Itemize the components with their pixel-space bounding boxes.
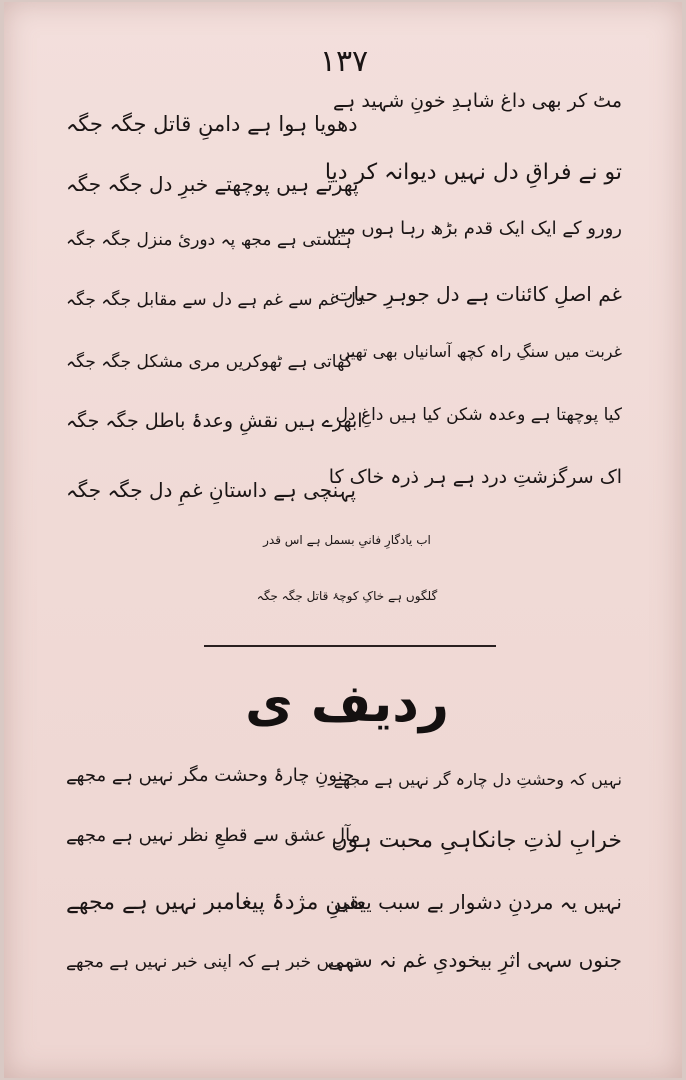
verse2-right-3: نہیں یہ مردنِ دشوار بے سبب یعنی [333, 890, 622, 914]
verse-right-6: کیا پوچھتا ہے وعدہ شکن کیا ہیں داغِ دل [335, 405, 622, 425]
verse2-left-1: جنونِ چارۂ وحشت مگر نہیں ہے مجھے [66, 765, 355, 786]
verse2-left-3: یقینِ مژدۂ پیغامبر نہیں ہے مجھے [66, 890, 367, 915]
verse-left-6: ابھرے ہیں نقشِ وعدۂ باطل جگہ جگہ [66, 410, 363, 432]
verse2-right-2: خرابِ لذتِ جانکاہیِ محبت ہوں [331, 828, 622, 853]
section-divider [204, 645, 496, 647]
verse-right-5: غربت میں سنگِ راہ کچھ آسانیاں بھی تھیں [338, 342, 622, 361]
verse-left-2: پھرتے ہیں پوچھتے خبرِ دل جگہ جگہ [66, 172, 359, 196]
page-number: ۱۳۷ [319, 44, 369, 79]
verse-left-5: کھاتی ہے ٹھوکریں مری مشکل جگہ جگہ [66, 352, 353, 372]
verse-left-7: پہنچی ہے داستانِ غمِ دل جگہ جگہ [66, 478, 356, 502]
verse2-right-1: نہیں کہ وحشتِ دل چارہ گر نہیں ہے مجھے [333, 770, 622, 789]
verse-left-1: دھویا ہوا ہے دامنِ قاتل جگہ جگہ [66, 112, 358, 136]
verse-right-2: تو نے فراقِ دل نہیں دیوانہ کر دیا [324, 160, 622, 185]
section-heading: ردیف ی [245, 674, 449, 734]
verse-right-1: مٹ کر بھی داغ شاہدِ خونِ شہید ہے [333, 90, 622, 112]
verse2-left-4: تمہیں خبر ہے کہ اپنی خبر نہیں ہے مجھے [66, 952, 360, 972]
maqta-line-2: گلگوں ہے خاکِ کوچۂ قاتل جگہ جگہ [256, 589, 438, 603]
maqta-line-1: اب یادگارِ فانیِ بسمل ہے اس قدر [263, 533, 431, 547]
verse-right-4: غم اصلِ کائنات ہے دل جوہرِ حیات [334, 282, 622, 306]
verse2-left-2: مآلِ عشق سے قطعِ نظر نہیں ہے مجھے [66, 825, 361, 846]
book-page [4, 2, 682, 1078]
verse-right-3: رورو کے ایک ایک قدم بڑھ رہا ہوں میں [326, 218, 622, 239]
verse-right-7: اک سرگزشتِ درد ہے ہر ذرہ خاک کا [328, 466, 622, 488]
verse-left-4: دل غم سے غم ہے دل سے مقابل جگہ جگہ [66, 290, 364, 310]
verse-left-3: ہنستی ہے مجھ پہ دوریٔ منزل جگہ جگہ [66, 230, 352, 250]
verse2-right-4: جنوں سہی اثرِ بیخودیِ غم نہ سہی [327, 948, 622, 972]
